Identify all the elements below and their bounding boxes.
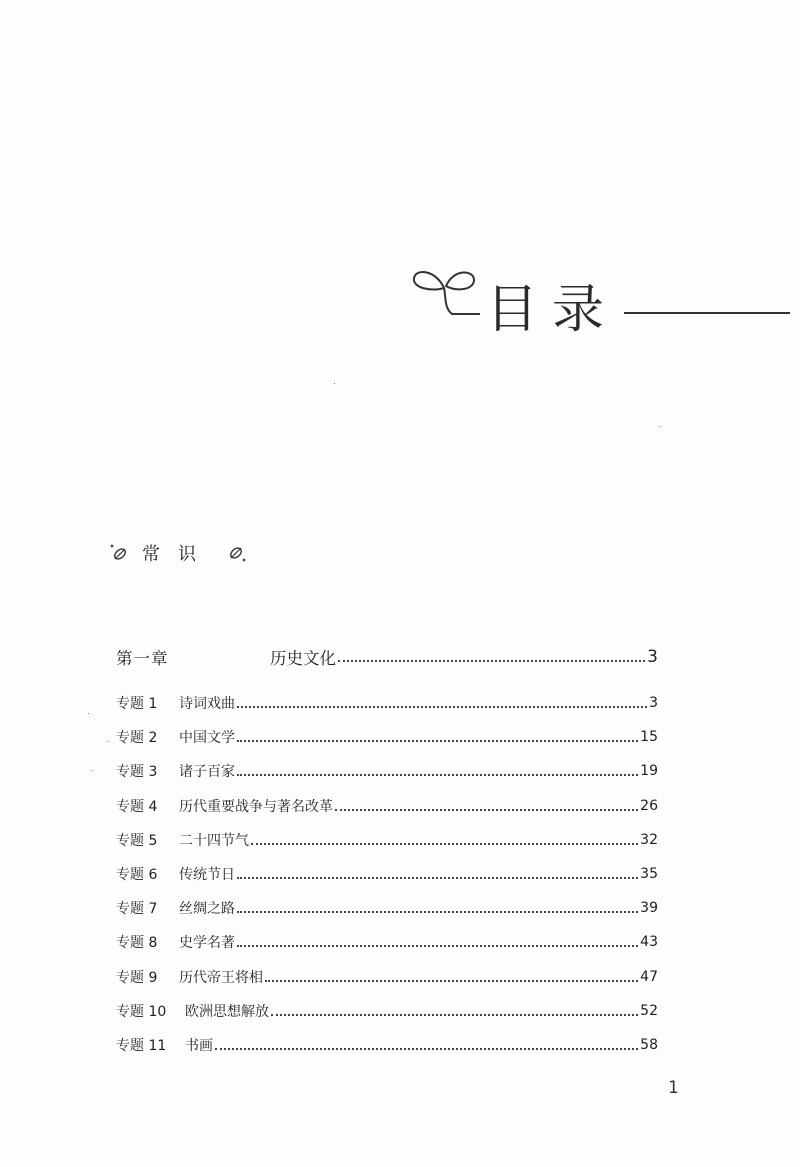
topic-page: 58 — [640, 1036, 658, 1053]
toc-topic-row[interactable] — [116, 789, 658, 823]
topic-label: 专题 11 — [116, 1037, 167, 1054]
leaf-swirl-icon — [110, 544, 128, 562]
chapter-page: 3 — [647, 647, 658, 667]
dot-leader — [335, 809, 638, 811]
topic-title: 历代帝王将相 — [179, 969, 263, 986]
leaf-swirl-icon — [228, 544, 246, 562]
toc-topic-row[interactable] — [116, 754, 658, 788]
topic-page: 35 — [640, 866, 658, 883]
topic-label: 专题 1 — [116, 696, 158, 713]
dot-leader — [237, 945, 638, 947]
dot-leader — [251, 843, 638, 845]
chapter-title: 历史文化 — [270, 649, 336, 668]
topic-label: 专题 7 — [116, 901, 158, 918]
dot-leader — [265, 980, 638, 982]
toc-topic-row[interactable] — [116, 686, 658, 720]
section-label: 常识 — [142, 544, 214, 565]
dot-leader — [237, 774, 638, 776]
dot-leader — [215, 1048, 638, 1050]
toc-topic-row[interactable] — [116, 960, 658, 994]
topic-title: 二十四节气 — [179, 832, 249, 849]
title-rule — [624, 312, 790, 314]
toc-topic-row[interactable] — [116, 925, 658, 959]
topic-page: 43 — [640, 934, 658, 951]
toc-topic-row[interactable] — [116, 857, 658, 891]
topic-title: 传统节日 — [179, 867, 235, 884]
topic-page: 15 — [640, 729, 658, 746]
topic-label: 专题 9 — [116, 969, 158, 986]
topic-page: 32 — [640, 831, 658, 848]
topic-page: 26 — [640, 797, 658, 814]
topic-title: 书画 — [185, 1037, 213, 1054]
toc-topic-row[interactable] — [116, 1028, 658, 1062]
topic-label: 专题 3 — [116, 764, 158, 781]
topic-title: 欧洲思想解放 — [185, 1003, 269, 1020]
topic-title: 丝绸之路 — [179, 901, 235, 918]
dot-leader — [237, 706, 647, 708]
topic-page: 47 — [640, 968, 658, 985]
dot-leader — [237, 877, 638, 879]
section-heading — [110, 538, 246, 568]
sprout-icon — [410, 258, 480, 320]
topic-title: 诸子百家 — [179, 764, 235, 781]
topic-label: 专题 8 — [116, 935, 158, 952]
topic-label: 专题 6 — [116, 867, 158, 884]
dot-leader — [237, 911, 638, 913]
toc-topic-row[interactable] — [116, 994, 658, 1028]
toc-chapter-row[interactable] — [116, 636, 658, 678]
topic-title: 诗词戏曲 — [179, 696, 235, 713]
topic-label: 专题 10 — [116, 1003, 167, 1020]
topic-title: 中国文学 — [179, 730, 235, 747]
toc-topic-row[interactable] — [116, 720, 658, 754]
toc-topic-row[interactable] — [116, 891, 658, 925]
topic-page: 19 — [640, 763, 658, 780]
topic-page: 52 — [640, 1002, 658, 1019]
topic-page: 3 — [649, 695, 658, 712]
topic-title: 历代重要战争与著名改革 — [179, 798, 333, 815]
topic-label: 专题 5 — [116, 832, 158, 849]
dot-leader — [271, 1014, 638, 1016]
topic-title: 史学名著 — [179, 935, 235, 952]
topic-label: 专题 4 — [116, 798, 158, 815]
topic-page: 39 — [640, 900, 658, 917]
table-of-contents — [116, 636, 658, 1062]
chapter-label: 第一章 — [116, 649, 169, 668]
page-number: 1 — [668, 1078, 679, 1098]
page-title: 目录 — [486, 280, 619, 340]
dot-leader — [237, 740, 638, 742]
dot-leader — [338, 660, 645, 662]
topic-label: 专题 2 — [116, 730, 158, 747]
toc-topic-row[interactable] — [116, 823, 658, 857]
